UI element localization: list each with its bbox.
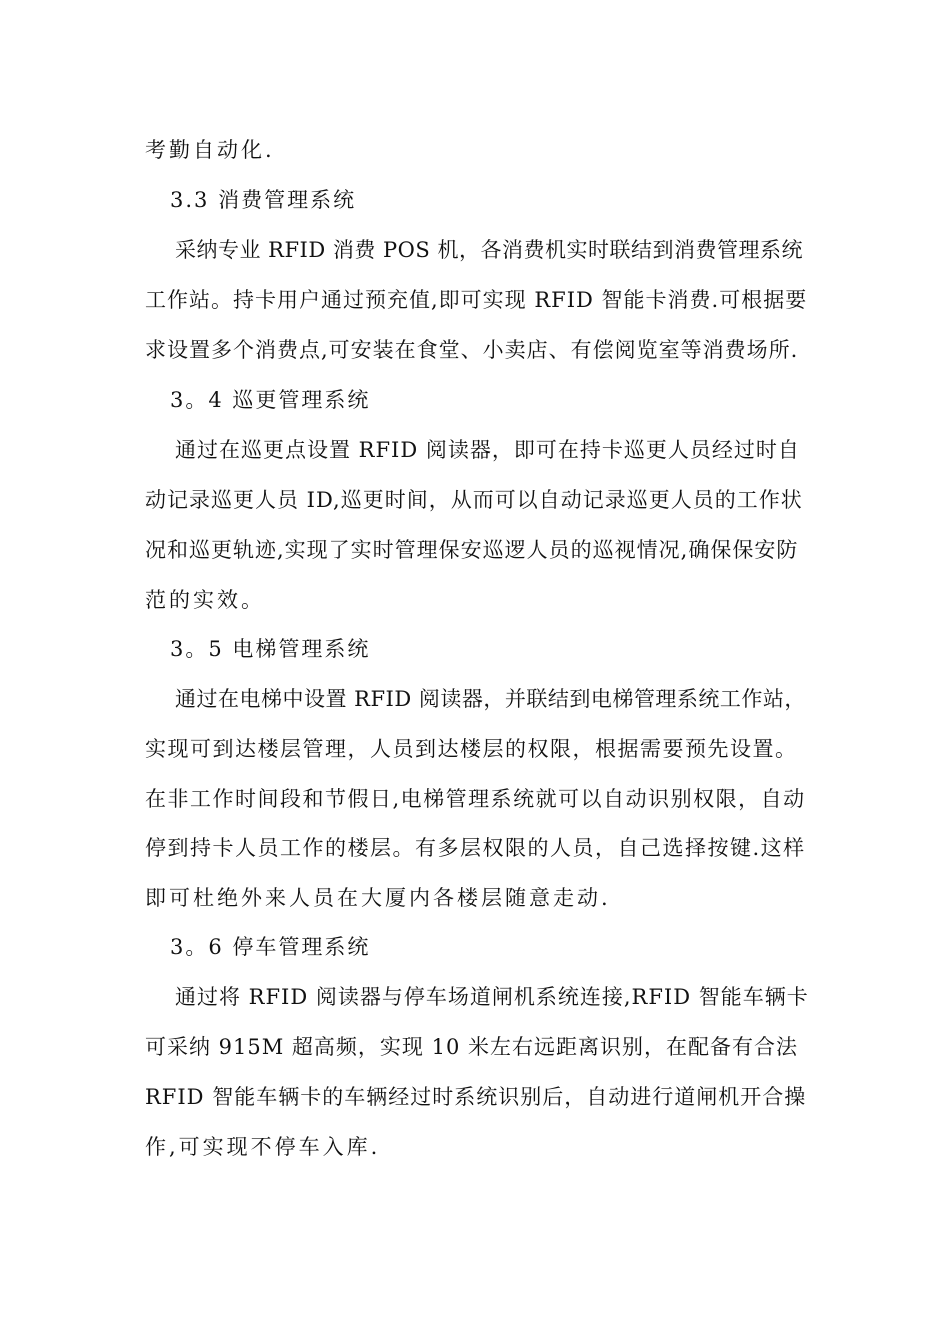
section-heading-3-4: 3。4 巡更管理系统 xyxy=(170,388,371,412)
paragraph-line: RFID 智能车辆卡的车辆经过时系统识别后，自动进行道闸机开合操 xyxy=(145,1085,807,1109)
paragraph-line: 通过将 RFID 阅读器与停车场道闸机系统连接,RFID 智能车辆卡 xyxy=(175,985,809,1009)
paragraph-line: 工作站。持卡用户通过预充值,即可实现 RFID 智能卡消费.可根据要 xyxy=(145,288,808,312)
paragraph-line: 况和巡更轨迹,实现了实时管理保安巡逻人员的巡视情况,确保保安防 xyxy=(145,538,799,562)
paragraph-line: 通过在电梯中设置 RFID 阅读器，并联结到电梯管理系统工作站， xyxy=(175,687,806,711)
paragraph-line: 实现可到达楼层管理，人员到达楼层的权限，根据需要预先设置。 xyxy=(145,737,798,761)
section-heading-3-3: 3.3 消费管理系统 xyxy=(170,188,357,212)
section-heading-3-6: 3。6 停车管理系统 xyxy=(170,935,371,959)
paragraph-line: 动记录巡更人员 ID,巡更时间，从而可以自动记录巡更人员的工作状 xyxy=(145,488,803,512)
paragraph-line: 可采纳 915M 超高频，实现 10 米左右远距离识别，在配备有合法 xyxy=(145,1035,799,1059)
paragraph-line: 采纳专业 RFID 消费 POS 机，各消费机实时联结到消费管理系统 xyxy=(175,238,803,262)
paragraph-line: 通过在巡更点设置 RFID 阅读器，即可在持卡巡更人员经过时自 xyxy=(175,438,800,462)
paragraph-line: 在非工作时间段和节假日,电梯管理系统就可以自动识别权限，自动 xyxy=(145,787,806,811)
paragraph-line: 求设置多个消费点,可安装在食堂、小卖店、有偿阅览室等消费场所. xyxy=(145,338,799,362)
paragraph-line: 即可杜绝外来人员在大厦内各楼层随意走动. xyxy=(145,886,611,910)
section-heading-3-5: 3。5 电梯管理系统 xyxy=(170,637,371,661)
paragraph-line: 作,可实现不停车入库. xyxy=(145,1135,381,1159)
paragraph-line: 范的实效。 xyxy=(145,588,265,612)
paragraph-line: 考勤自动化. xyxy=(145,138,275,162)
paragraph-line: 停到持卡人员工作的楼层。有多层权限的人员，自己选择按键.这样 xyxy=(145,836,806,860)
